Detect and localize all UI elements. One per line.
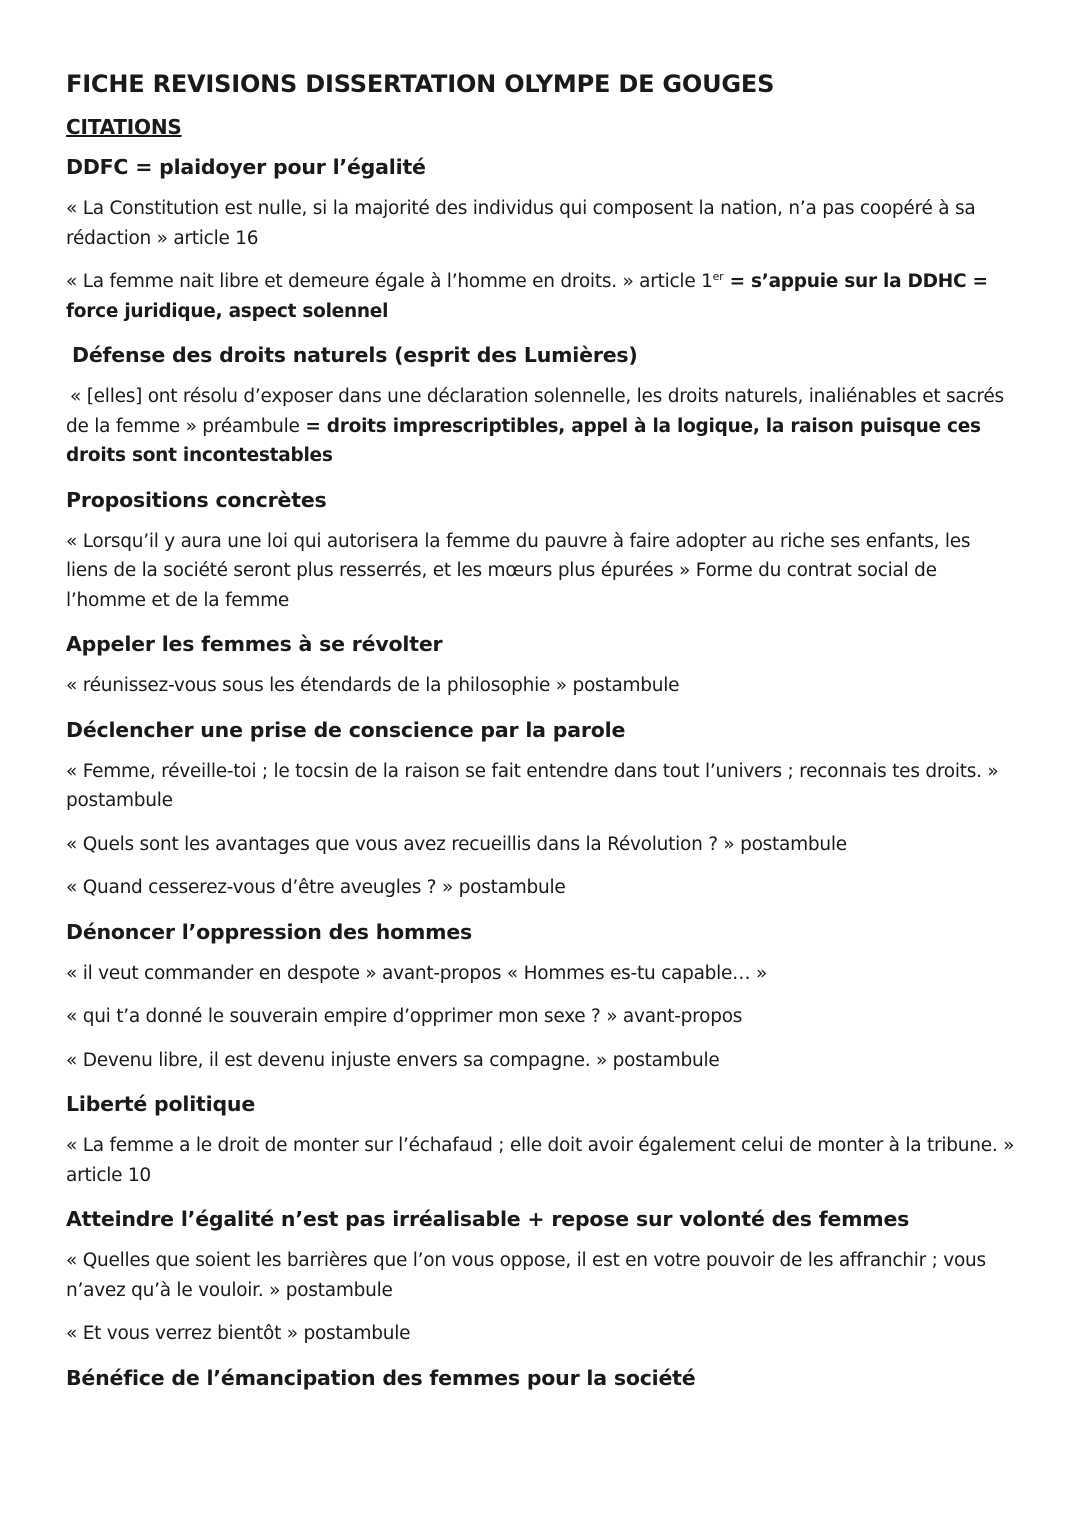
ordinal-superscript: er	[712, 270, 724, 283]
section-heading: Liberté politique	[66, 1092, 256, 1116]
section-heading: Propositions concrètes	[66, 487, 327, 512]
quote-paragraph: « La Constitution est nulle, si la majorité des individus qui composent la nation, n’a pas coopéré à sa rédaction » article 16	[66, 198, 976, 249]
quote-paragraph: « réunissez-vous sous les étendards de la philosophie » postambule	[66, 675, 680, 696]
quote-paragraph: « La femme a le droit de monter sur l’échafaud ; elle doit avoir également celui de monter à la tribune. » article 10	[66, 1135, 1015, 1186]
section-heading: Bénéfice de l’émancipation des femmes pour la société	[66, 1365, 696, 1390]
quote-paragraph: « Quels sont les avantages que vous avez recueillis dans la Révolution ? » postambule	[66, 833, 847, 855]
section-heading: Atteindre l’égalité n’est pas irréalisable + repose sur volonté des femmes	[66, 1207, 910, 1231]
section-heading: Dénoncer l’oppression des hommes	[66, 919, 473, 944]
analysis-text: = s’appuie sur la DDHC = force juridique, aspect solennel	[66, 271, 988, 322]
quote-text: « La femme nait libre et demeure égale à l’homme en droits. » article 1	[66, 271, 713, 292]
quote-paragraph	[66, 267, 1016, 326]
quote-paragraph: « Devenu libre, il est devenu injuste envers sa compagne. » postambule	[66, 1049, 720, 1071]
section-heading: DDFC = plaidoyer pour l’égalité	[66, 155, 426, 179]
quote-paragraph: « Quand cesserez-vous d’être aveugles ? » postambule	[66, 877, 566, 898]
section-heading: Appeler les femmes à se révolter	[66, 632, 443, 656]
quote-paragraph: « Femme, réveille-toi ; le tocsin de la raison se fait entendre dans tout l’univers ; reconnais tes droits. » postambule	[66, 760, 999, 811]
document-title: FICHE REVISIONS DISSERTATION OLYMPE DE GOUGES	[66, 70, 775, 98]
section-heading: Déclencher une prise de conscience par la parole	[66, 717, 626, 742]
quote-paragraph: « il veut commander en despote » avant-propos « Hommes es-tu capable… »	[66, 962, 768, 984]
quote-paragraph: « qui t’a donné le souverain empire d’opprimer mon sexe ? » avant-propos	[66, 1006, 743, 1027]
citations-label: CITATIONS	[66, 115, 182, 139]
section-heading: Défense des droits naturels (esprit des Lumières)	[72, 343, 638, 367]
document-page	[66, 66, 1016, 1405]
quote-paragraph: « Et vous verrez bientôt » postambule	[66, 1323, 411, 1344]
analysis-text: = droits imprescriptibles, appel à la logique, la raison puisque ces droits sont incontestables	[66, 415, 981, 466]
quote-paragraph	[66, 382, 1016, 471]
quote-paragraph: « Quelles que soient les barrières que l’on vous oppose, il est en votre pouvoir de les affranchir ; vous n’avez qu’à le vouloir. » postambule	[66, 1250, 986, 1301]
quote-text: « [elles] ont résolu d’exposer dans une déclaration solennelle, les droits naturels, inaliénables et sacrés de la femme » préambule	[66, 386, 1004, 437]
quote-paragraph: « Lorsqu’il y aura une loi qui autorisera la femme du pauvre à faire adopter au riche ses enfants, les liens de la société seront plus resserrés, et les mœurs plus épurées » Forme du contrat social de l’homme et de la femme	[66, 530, 971, 611]
